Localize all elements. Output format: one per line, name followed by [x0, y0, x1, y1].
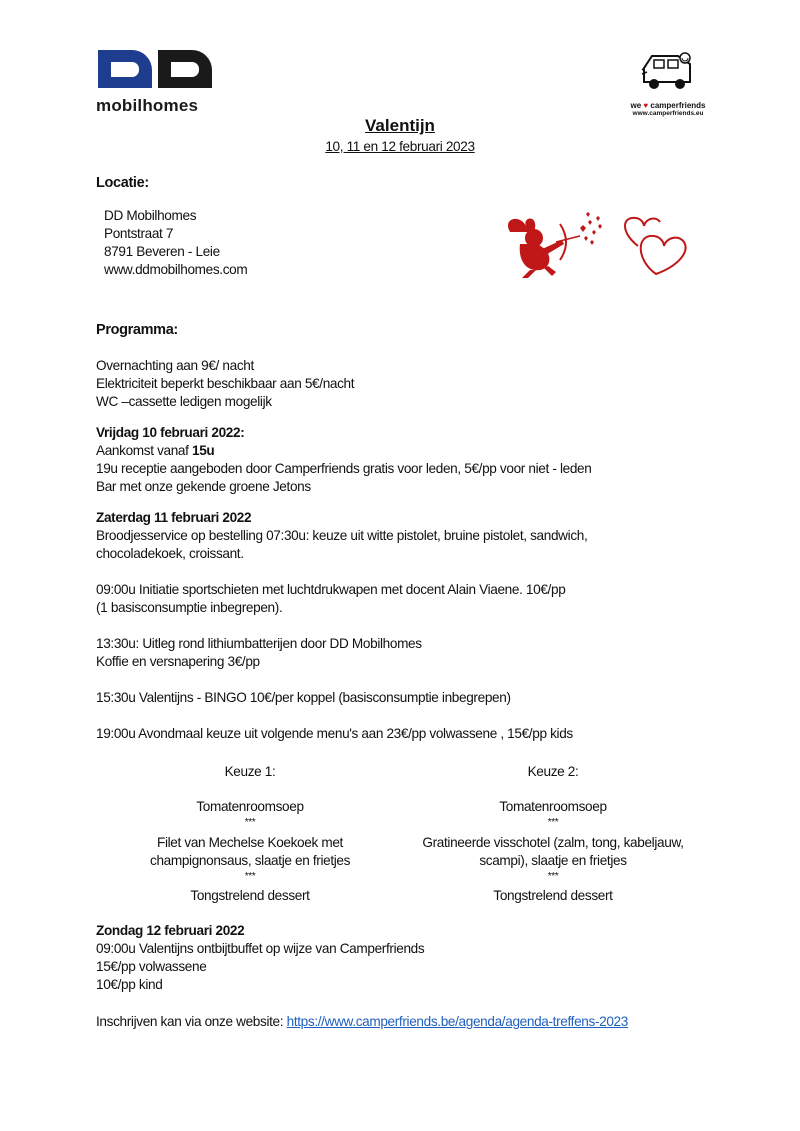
camper-name: camperfriends	[650, 101, 706, 110]
locatie-line: 8791 Beveren - Leie	[104, 244, 220, 259]
menu2-dessert: Tongstrelend dessert	[493, 888, 613, 903]
brand-sub: mobilhomes	[96, 96, 199, 115]
heart-icon: ♥	[643, 101, 649, 110]
locatie-line: DD Mobilhomes	[104, 208, 197, 223]
vrijdag-heading: Vrijdag 10 februari 2022:	[96, 425, 245, 440]
menu1-main: Filet van Mechelse Koekoek met	[157, 835, 343, 850]
zaterdag-line: chocoladekoek, croissant.	[96, 546, 244, 561]
arrival-time: 15u	[192, 443, 215, 458]
dd-logo-mark	[96, 48, 216, 90]
event-dates: 10, 11 en 12 februari 2023	[325, 139, 475, 154]
zaterdag-line: 09:00u Initiatie sportschieten met luchtdrukwapen met docent Alain Viaene. 10€/pp	[96, 582, 566, 597]
signup-text	[96, 1013, 628, 1031]
menu1-sep: ***	[244, 871, 256, 882]
camper-url: www.camperfriends.eu	[632, 110, 704, 117]
zaterdag-line: Koffie en versnapering 3€/pp	[96, 654, 260, 669]
vrijdag-line: 19u receptie aangeboden door Camperfriends gratis voor leden, 5€/pp voor niet - leden	[96, 461, 592, 476]
locatie-line: www.ddmobilhomes.com	[104, 262, 248, 277]
menu2-main: Gratineerde visschotel (zalm, tong, kabeljauw,	[422, 835, 684, 850]
zaterdag-line: 19:00u Avondmaal keuze uit volgende menu's aan 23€/pp volwassene , 15€/pp kids	[96, 726, 573, 741]
menu1-title: Keuze 1:	[224, 764, 276, 779]
menu2-main: scampi), slaatje en frietjes	[479, 853, 627, 868]
page-title: Valentijn	[365, 116, 435, 135]
cupid-icon	[500, 210, 605, 280]
dd-logo	[96, 48, 216, 118]
camper-we: we	[630, 101, 642, 110]
hearts-icon	[616, 212, 692, 278]
menu1-main: champignonsaus, slaatje en frietjes	[150, 853, 351, 868]
locatie-line: Pontstraat 7	[104, 226, 174, 241]
camper-van-icon	[638, 48, 698, 96]
signup-link[interactable]: https://www.camperfriends.be/agenda/agenda-treffens-2023	[286, 1014, 628, 1029]
vrijdag-line: Bar met onze gekende groene Jetons	[96, 479, 311, 494]
programma-line: Overnachting aan 9€/ nacht	[96, 358, 254, 373]
zaterdag-line: 15:30u Valentijns - BINGO 10€/per koppel (basisconsumptie inbegrepen)	[96, 690, 511, 705]
menu1-sep: ***	[244, 817, 256, 828]
zaterdag-line: (1 basisconsumptie inbegrepen).	[96, 600, 283, 615]
zaterdag-line: Broodjesservice op bestelling 07:30u: keuze uit witte pistolet, bruine pistolet, sandwich,	[96, 528, 588, 543]
camperfriends-logo	[628, 48, 708, 118]
locatie-heading: Locatie:	[96, 175, 149, 191]
menu2-title: Keuze 2:	[527, 764, 579, 779]
menu1-dessert: Tongstrelend dessert	[190, 888, 310, 903]
zondag-line: 10€/pp kind	[96, 977, 163, 992]
menu2-sep: ***	[547, 817, 559, 828]
menu1-soup: Tomatenroomsoep	[196, 799, 304, 814]
programma-line: WC –cassette ledigen mogelijk	[96, 394, 272, 409]
zaterdag-heading: Zaterdag 11 februari 2022	[96, 510, 252, 525]
programma-line: Elektriciteit beperkt beschikbaar aan 5€/nacht	[96, 376, 355, 391]
camper-tagline	[628, 101, 708, 110]
zondag-line: 09:00u Valentijns ontbijtbuffet op wijze van Camperfriends	[96, 941, 425, 956]
zondag-heading: Zondag 12 februari 2022	[96, 923, 245, 938]
programma-heading: Programma:	[96, 322, 178, 338]
menu2-soup: Tomatenroomsoep	[499, 799, 607, 814]
zaterdag-line: 13:30u: Uitleg rond lithiumbatterijen door DD Mobilhomes	[96, 636, 422, 651]
arrival-prefix: Aankomst vanaf	[96, 443, 192, 458]
vrijdag-arrival	[96, 442, 214, 460]
menu2-sep: ***	[547, 871, 559, 882]
signup-label: Inschrijven kan via onze website:	[96, 1014, 287, 1029]
zondag-line: 15€/pp volwassene	[96, 959, 207, 974]
